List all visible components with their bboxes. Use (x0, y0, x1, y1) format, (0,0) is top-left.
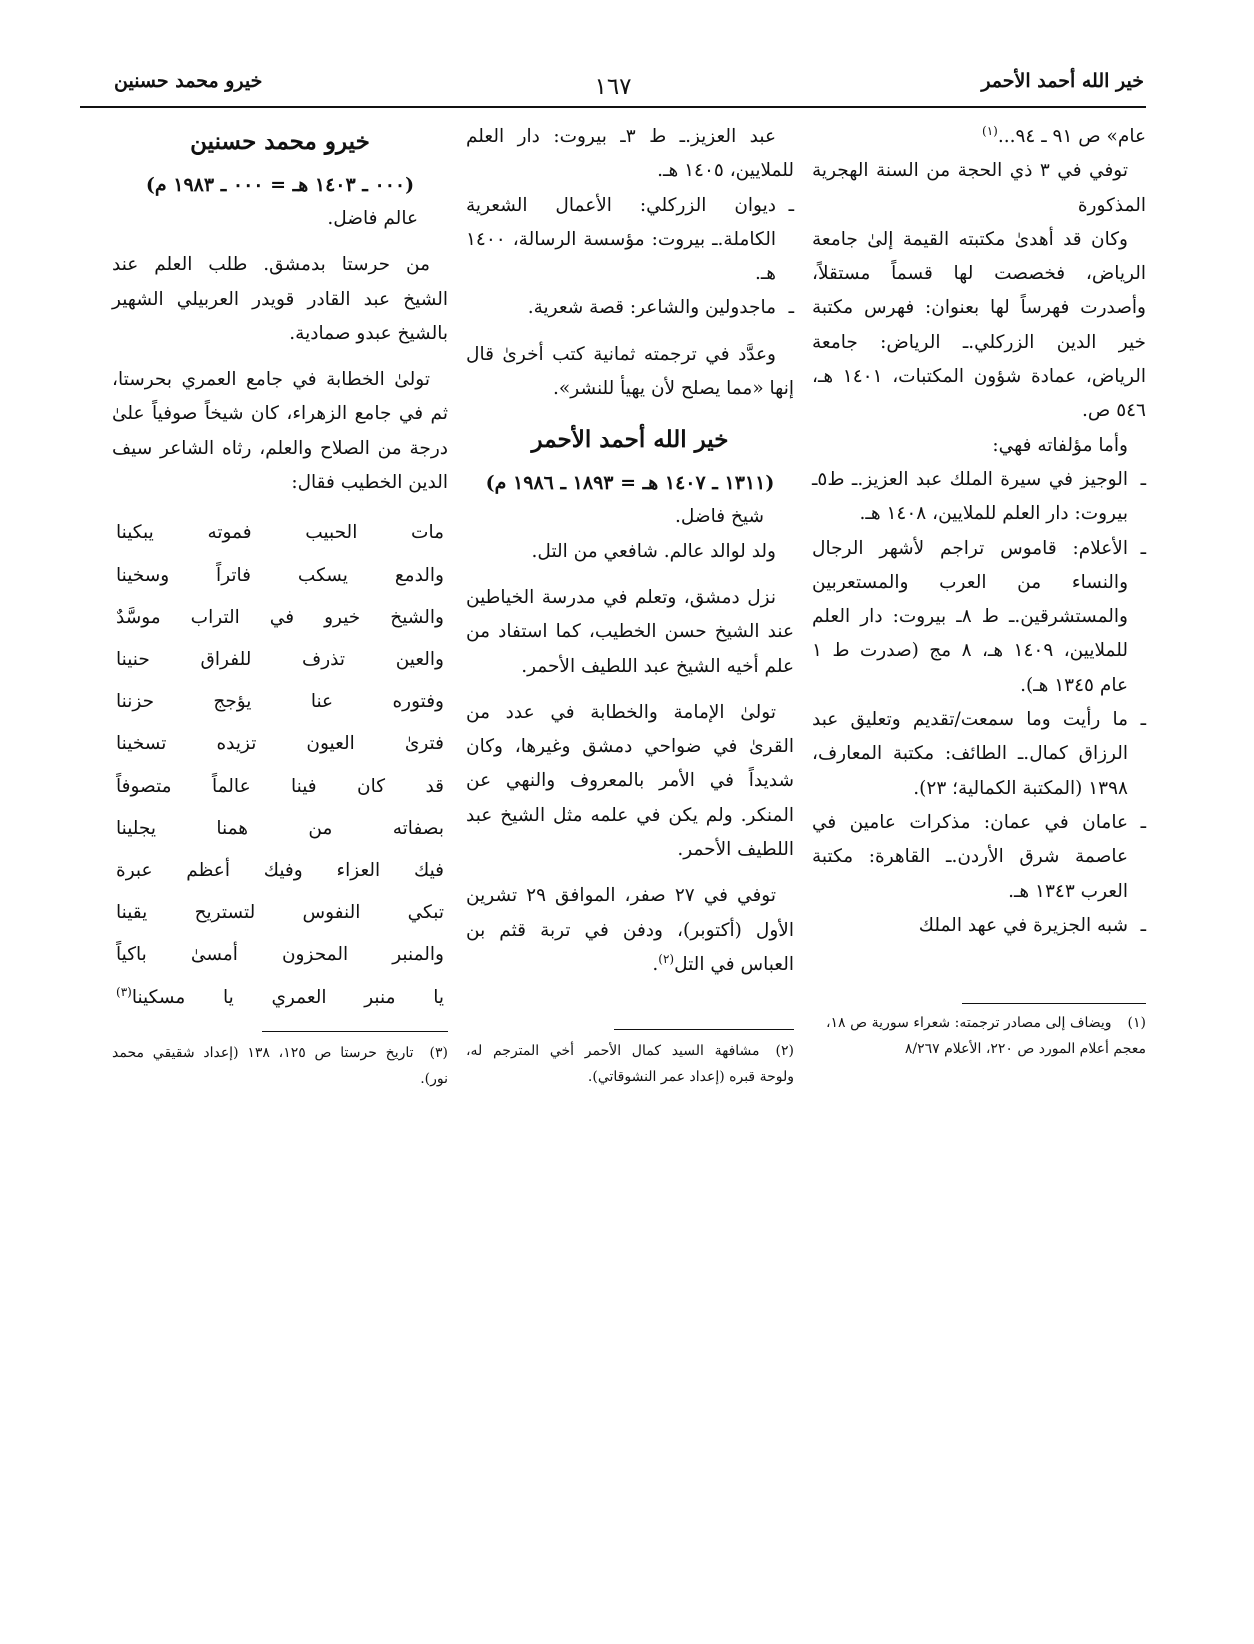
list-item (812, 703, 1146, 806)
entry-subtitle: شيخ فاضل. (675, 506, 764, 528)
verse-line: مات الحبيب فموته يبكينا (116, 522, 444, 544)
continued-item: عبد العزيز.ـ ط ٣ـ بيروت: دار العلم للملايين، ١٤٠٥ هـ. (466, 126, 794, 182)
footnote-rule-right (962, 1003, 1146, 1004)
verse-line: بصفاته من همنا يجلينا (116, 817, 444, 839)
footnote-text: ويضاف إلى مصادر ترجمته: شعراء سورية ص ١٨، معجم أعلام المورد ص ٢٢٠، الأعلام ٨/٢٦٧ (826, 1015, 1146, 1057)
verse-line: فترىٰ العيون تزيده تسخينا (116, 733, 444, 755)
list-item-text: ما رأيت وما سمعت/تقديم وتعليق عبد الرزاق كمال.ـ الطائف: مكتبة المعارف، ١٣٩٨ (المكتبة الكمالية؛ ٢٣). (812, 709, 1128, 799)
footnote-text: تاريخ حرستا ص ١٢٥، ١٣٨ (إعداد شقيقي محمد نور). (112, 1045, 448, 1087)
verse-line: وفتوره عنا يؤجج حزننا (116, 691, 444, 713)
list-item (812, 909, 1146, 943)
footnote-ref-1: (١) (982, 123, 998, 138)
footnote-2 (466, 1038, 794, 1090)
verse-line: والعين تذرف للفراق حنينا (116, 648, 444, 670)
list-item (812, 532, 1146, 703)
header-rule (80, 106, 1146, 108)
footnote-3 (112, 1040, 448, 1092)
list-dash: ـ (788, 194, 794, 216)
footnote-rule-middle (614, 1029, 794, 1030)
list-item (812, 463, 1146, 532)
column-middle (466, 120, 794, 982)
verse-line: والدمع يسكب فاتراً وسخينا (116, 564, 444, 586)
works-intro: وأما مؤلفاته فهي: (992, 434, 1128, 456)
imam-paragraph: تولىٰ الإمامة والخطابة في عدد من القرىٰ في ضواحي دمشق وغيرها، وكان شديداً في الأمر بالمعروف والنهي عن المنكر. ولم يكن في علمه مثل الشيخ عبد اللطيف الأحمر. (466, 701, 794, 861)
footnote-ref-2: (٢) (658, 951, 675, 966)
footnote-number: (١) (1127, 1015, 1146, 1031)
verse-line: تبكي النفوس لتستريح يقينا (116, 902, 444, 924)
list-dash: ـ (1140, 537, 1146, 559)
footnote-number: (٣) (429, 1045, 448, 1061)
list-item-text: ديوان الزركلي: الأعمال الشعرية الكاملة.ـ بيروت: مؤسسة الرسالة، ١٤٠٠ هـ. (466, 194, 776, 285)
footnote-1 (826, 1010, 1146, 1062)
list-item-text: عامان في عمان: مذكرات عامين في عاصمة شرق الأردن.ـ القاهرة: مكتبة العرب ١٣٤٣ هـ. (812, 811, 1128, 902)
list-item-text: الأعلام: قاموس تراجم لأشهر الرجال والنساء من العرب والمستعربين والمستشرقين.ـ ط ٨ـ بيروت: دار العلم للملايين، ١٤٠٩ هـ، ٨ مج (صدرت ط ١ عام ١٣٤٥ هـ). (812, 537, 1128, 696)
continued-line (812, 120, 1146, 154)
other-books-paragraph: وعدَّد في ترجمته ثمانية كتب أخرىٰ قال إنها «مما يصلح لأن يهيأ للنشر». (466, 343, 794, 400)
list-item-text: شبه الجزيرة في عهد الملك (918, 914, 1128, 936)
verse-line: والشيخ خيرو في التراب موسَّدٌ (116, 606, 444, 628)
birth-paragraph: ولد لوالد عالم. شافعي من التل. (531, 540, 776, 562)
list-item-text: ماجدولين والشاعر: قصة شعرية. (527, 297, 776, 319)
entry-heading: خيرو محمد حسنين (190, 128, 370, 155)
header-right-title: خير الله أحمد الأحمر (981, 70, 1144, 92)
death-end: . (652, 953, 659, 975)
header-left-title: خيرو محمد حسنين (114, 70, 263, 92)
origin-paragraph: من حرستا بدمشق. طلب العلم عند الشيخ عبد القادر قويدر العربيلي الشهير بالشيخ عبدو صمادية. (112, 254, 448, 344)
entry-dates: (٠٠٠ ـ ١٤٠٣ هـ = ٠٠٠ ـ ١٩٨٣ م) (145, 174, 415, 196)
list-dash: ـ (1140, 914, 1146, 936)
list-item (812, 806, 1146, 909)
study-paragraph: نزل دمشق، وتعلم في مدرسة الخياطين عند الشيخ حسن الخطيب، كما استفاد من علم أخيه الشيخ عبد اللطيف الأحمر. (466, 586, 794, 677)
running-header (80, 66, 1146, 106)
career-paragraph: تولىٰ الخطابة في جامع العمري بحرستا، ثم في جامع الزهراء، كان شيخاً صوفياً علىٰ درجة من الصلاح والعلم، رثاه الشاعر سيف الدين الخطيب فقال: (112, 369, 448, 494)
entry-subtitle: عالم فاضل. (327, 208, 418, 229)
verse-text: يا منبر العمري يا مسكينا (131, 986, 444, 1008)
list-item (466, 189, 794, 292)
column-right (812, 120, 1146, 943)
list-dash: ـ (1140, 709, 1146, 731)
footnote-number: (٢) (775, 1043, 794, 1059)
verse-line: قد كان فينا عالماً متصوفاً (116, 775, 444, 797)
footnote-rule-left (262, 1031, 448, 1032)
list-item (466, 291, 794, 325)
list-dash: ـ (1140, 468, 1146, 490)
page-number: ١٦٧ (594, 74, 632, 100)
verse-line-last (112, 977, 448, 1019)
continued-text: عام» ص ٩١ ـ ٩٤... (997, 126, 1146, 147)
death-paragraph (466, 879, 794, 982)
death-text: توفي في ٢٧ صفر، الموافق ٢٩ تشرين الأول (أكتوبر)، ودفن في تربة قثم بن العباس في التل (466, 885, 794, 975)
column-left (112, 120, 448, 1019)
list-dash: ـ (788, 297, 794, 319)
footnote-ref-3: (٣) (116, 984, 132, 999)
entry-heading: خير الله أحمد الأحمر (531, 426, 729, 454)
list-dash: ـ (1140, 811, 1146, 833)
entry-dates: (١٣١١ ـ ١٤٠٧ هـ = ١٨٩٣ ـ ١٩٨٦ م) (485, 472, 775, 495)
footnote-text: مشافهة السيد كمال الأحمر أخي المترجم له، ولوحة قبره (إعداد عمر النشوقاتي). (466, 1043, 794, 1085)
death-paragraph: توفي في ٣ ذي الحجة من السنة الهجرية المذكورة (812, 160, 1146, 216)
library-paragraph: وكان قد أهدىٰ مكتبته القيمة إلىٰ جامعة الرياض، فخصصت لها قسماً مستقلاً، وأصدرت فهرساً لها بعنوان: فهرس مكتبة خير الدين الزركلي.ـ الرياض: جامعة الرياض، عمادة شؤون المكتبات، ١٤٠١ هـ، ٥٤٦ ص. (812, 228, 1146, 422)
list-item-text: الوجيز في سيرة الملك عبد العزيز.ـ ط٥ـ بيروت: دار العلم للملايين، ١٤٠٨ هـ. (812, 468, 1128, 525)
verse-line: فيك العزاء وفيك أعظم عبرة (116, 860, 444, 881)
verse-line: والمنبر المحزون أمسىٰ باكياً (116, 944, 444, 966)
